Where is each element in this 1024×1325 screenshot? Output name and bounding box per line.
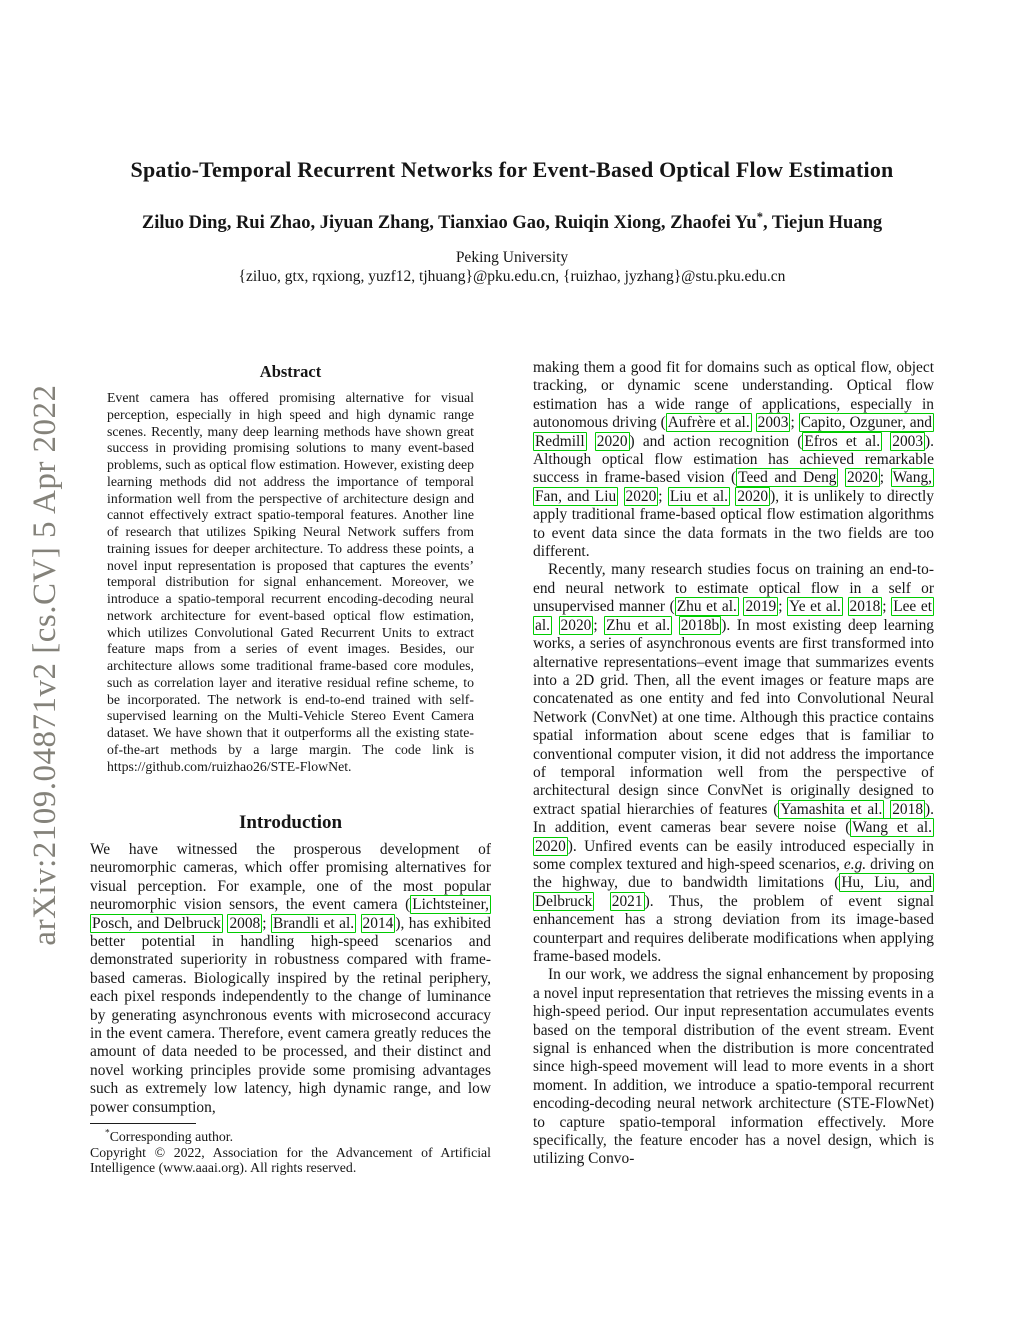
authors-line (42, 209, 982, 234)
text-run (552, 617, 559, 634)
introduction-paragraph (90, 841, 491, 1117)
footnote-copyright (90, 1145, 491, 1176)
text-run: ), has exhibited better potential in handling high-speed scenarios and demonstrated superiority in robustness compared with frame-based cameras. Biologically inspired by the retinal periphery, each pixel responds independently to the change of luminance by generating asynchronous events with microsecond accuracy in the event camera. Therefore, event camera greatly reduces the amount of data needed to be processed, and their distinct and novel working principles provide some promising advantages such as extremely low latency, high dynamic range, and low power consumption, (90, 914, 491, 1116)
text-run: ). Thus, the problem of event signal enhancement has a strong deviation from its image-based counterpart and requires deliberate modifications when applying frame-based models. (533, 892, 934, 965)
citation-link[interactable]: Brandli et al. (272, 914, 355, 932)
text-run: making them a good fit for domains such as optical flow, object tracking, or dynamic scene understanding. Optical flow estimation has a wide range of applications, especially in autonomous driving ( (533, 359, 934, 432)
citation-link[interactable]: Ye et al. (789, 598, 841, 616)
text-run: ). In most existing deep learning works, a series of asynchronous events are first transformed into alternative representations–event image that summarizes events into a 2D grid. Then, all the event images or feature maps are concatenated as one entity and fed into Convolutional Neural Network (ConvNet) at one time. Although this practice contains spatial information about scene edges that is familiar to conventional computer vision, it did not address the importance of temporal information well from the perspective of architectural design since ConvNet is originally designed to extract spatial hierarchies of features ( (533, 616, 934, 818)
text-run: ; (879, 469, 891, 487)
citation-link[interactable]: 2003 (892, 432, 924, 450)
text-run: We have witnessed the prosperous development of neuromorphic cameras, which offer promising alternatives for visual perception. For example, one of the most popular neuromorphic vision sensors, the event camera ( (90, 841, 491, 914)
text-run: ; (593, 616, 605, 634)
text-run: ; (262, 914, 271, 932)
citation-link[interactable]: Wang et al. (852, 819, 932, 837)
italic-text: e.g. (843, 855, 867, 873)
abstract-heading: Abstract (259, 362, 322, 381)
right-column-paragraph-3 (533, 966, 934, 1168)
text-run (594, 893, 610, 910)
text-run: driving on the highway, due to bandwidth limitations ( (533, 855, 935, 892)
text-run (618, 488, 623, 505)
text-run: ; (882, 598, 892, 616)
footnote-divider (90, 1123, 196, 1124)
superscript-marker: * (756, 209, 763, 224)
text-run: ; (790, 414, 799, 432)
citation-link[interactable]: Teed and Deng (738, 469, 837, 487)
citation-link[interactable]: 2020 (535, 837, 566, 855)
right-column-paragraph-1 (533, 359, 934, 561)
citation-link[interactable]: Yamashita et al. (780, 800, 883, 818)
citation-link[interactable]: Aufrère et al. (667, 414, 750, 432)
citation-link[interactable]: Capito, Ozguner, and Redmill (535, 414, 932, 450)
citation-link[interactable]: Zhu et al. (606, 616, 671, 634)
citation-link[interactable]: 2020 (847, 469, 878, 487)
citation-link[interactable]: Liu et al. (669, 487, 728, 505)
right-column (533, 359, 934, 1169)
text-run: ; (778, 598, 788, 616)
text-run: ). Unfired events can be easily introduced especially in some complex textured and high-speed scenarios, (533, 837, 934, 873)
text-run (587, 433, 595, 450)
citation-link[interactable]: 2021 (611, 892, 643, 910)
citation-link[interactable]: 2003 (757, 414, 789, 432)
text-run: Corresponding author. (109, 1129, 234, 1144)
citation-link[interactable]: 2014 (362, 914, 394, 932)
text-run (356, 915, 360, 932)
abstract-text (107, 390, 474, 775)
text-run: In our work, we address the signal enhancement by proposing a novel input representation that retrieves the missing events in a high-speed period. Our input representation accumulates events based on the temporal distribution of the event stream. Event signal is enhanced when the distribution is more concentrated since high-speed movement will lead to more events in a short moment. In addition, we introduce a spatio-temporal recurrent encoding-decoding neural network architecture (STE-FlowNet) to capture spatio-temporal information effectively. More specifically, the feature encoder has a novel design, which is utilizing Convo- (533, 966, 934, 1168)
citation-link[interactable]: 2008 (229, 914, 261, 932)
text-run: Copyright © 2022, Association for the Advancement of Artificial Intelligence (www.aaai.org). All rights reserved. (90, 1144, 491, 1176)
footnote-corresponding-author (90, 1129, 491, 1145)
citation-link[interactable]: Lee et al. (535, 598, 932, 634)
citation-link[interactable]: Wang, Fan, and Liu (535, 469, 932, 505)
citation-link[interactable]: 2018 (892, 800, 924, 818)
text-run: Ziluo Ding, Rui Zhao, Jiyuan Zhang, Tianxiao Gao, Ruiqin Xiong, Zhaofei Yu (141, 213, 757, 233)
text-run (672, 617, 679, 634)
arxiv-watermark: arXiv:2109.04871v2 [cs.CV] 5 Apr 2022 (27, 384, 63, 946)
footnote-block (90, 1123, 491, 1176)
text-run: Recently, many research studies focus on training an end-to-end neural network to estimate optical flow in a self or unsupervised manner ( (533, 561, 934, 616)
text-run (843, 598, 848, 615)
paper-title: Spatio-Temporal Recurrent Networks for Event-Based Optical Flow Estimation (130, 157, 894, 182)
citation-link[interactable]: Efros et al. (804, 432, 881, 450)
citation-link[interactable]: 2020 (737, 487, 769, 505)
code-link[interactable]: https://github.com/ruizhao26/STE-FlowNet (107, 758, 349, 774)
affiliation-line: Peking University (455, 249, 569, 266)
citation-link[interactable]: 2020 (560, 616, 592, 634)
text-run: ; (658, 487, 668, 505)
citation-link[interactable]: Zhu et al. (676, 598, 737, 616)
citation-link[interactable]: 2018b (680, 616, 720, 634)
right-column-paragraph-2 (533, 561, 934, 966)
text-run: , Tiejun Huang (763, 213, 883, 233)
text-run: ), it is unlikely to directly apply traditional frame-based optical flow estimation algorithms to event data since the data formats in the two fields are too different. (533, 487, 934, 561)
citation-link[interactable]: 2018 (849, 598, 881, 616)
citation-link[interactable]: Hu, Liu, and Delbruck (535, 874, 933, 910)
text-run: . (348, 758, 352, 774)
superscript-marker: * (105, 1128, 110, 1139)
text-run: ) and action recognition ( (629, 432, 803, 450)
text-run: ). Although optical flow estimation has achieved remarkable success in frame-based vision ( (533, 432, 935, 487)
citation-link[interactable]: 2020 (596, 432, 628, 450)
text-run: Event camera has offered promising alternative for visual perception, especially in high speed and high dynamic range scenes. Recently, many deep learning methods have shown great success in providing promising solutions to many event-based problems, such as optical flow estimation. However, existing deep learning methods did not address the importance of temporal information well from the perspective of architecture design and cannot effectively extract spatio-temporal features. Another line of research that utilizes Spiking Neural Network suffers from training issues for deeper architecture. To address these points, a novel input representation is proposed that captures the events’ temporal distribution for signal enhancement. Moreover, we introduce a spatio-temporal recurrent encoding-decoding neural network architecture for event-based optical flow estimation, which utilizes Convolutional Gated Recurrent Units to extract feature maps from a series of event images. Besides, our architecture allows some traditional frame-based core modules, such as correlation layer and iterative residual refine scheme, to be incorporated. The network is end-to-end trained with self-supervised learning on the Multi-Vehicle Stereo Event Camera dataset. We have shown that it outperforms all the existing state-of-the-art methods by a large margin. The code link is (107, 390, 474, 757)
text-run: ). In addition, event cameras bear severe noise ( (533, 800, 934, 837)
introduction-heading: Introduction (238, 812, 343, 833)
citation-link[interactable]: Lichtsteiner, Posch, and Delbruck (92, 896, 489, 932)
citation-link[interactable]: 2019 (745, 598, 777, 616)
emails-line: {ziluo, gtx, rqxiong, yuzf12, tjhuang}@pku.edu.cn, {ruizhao, jyzhang}@stu.pku.edu.cn (238, 268, 786, 285)
citation-link[interactable]: 2020 (625, 487, 657, 505)
